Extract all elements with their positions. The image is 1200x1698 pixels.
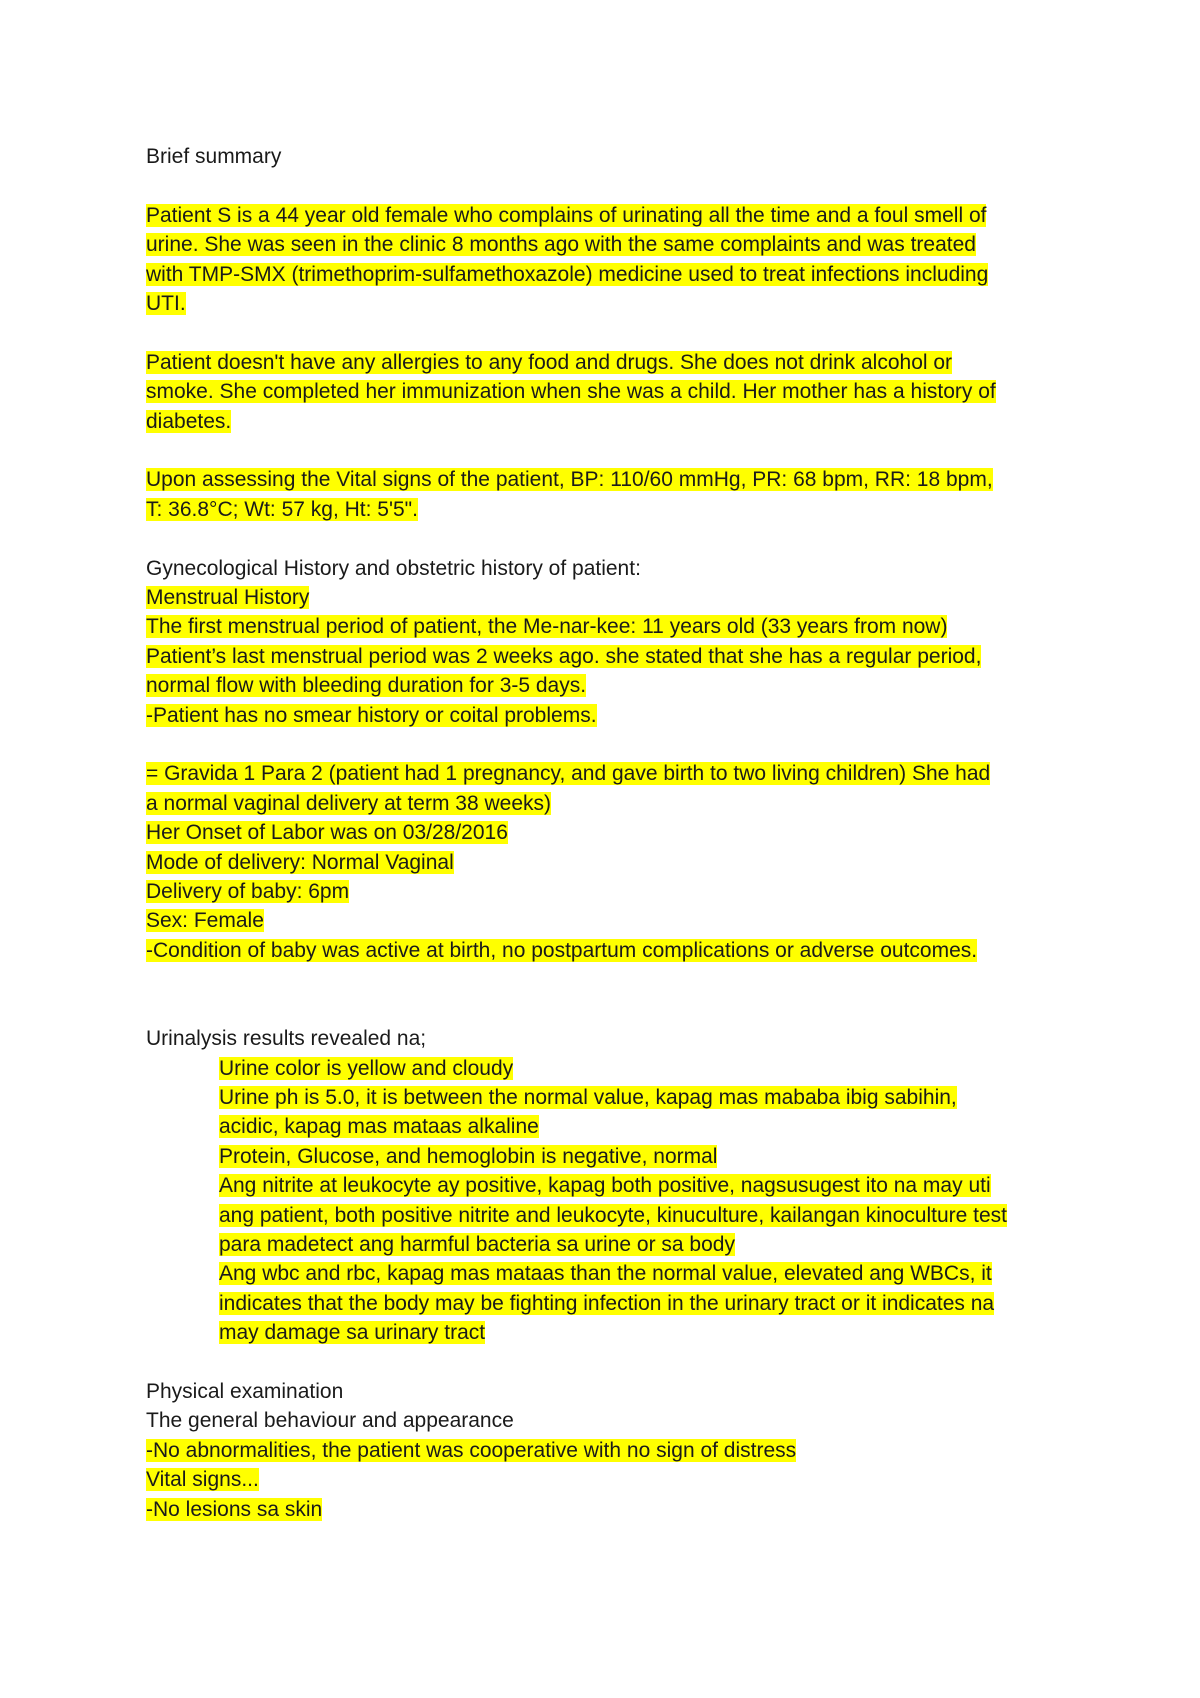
summary-paragraph xyxy=(146,201,1066,319)
obstetric-line: = Gravida 1 Para 2 (patient had 1 pregnancy, and gave birth to two living children) She had xyxy=(146,762,991,786)
urinalysis-results xyxy=(146,1054,1066,1348)
urinalysis-heading: Urinalysis results revealed na; xyxy=(146,1027,427,1051)
physical-exam-line: -No abnormalities, the patient was cooperative with no sign of distress xyxy=(146,1438,797,1462)
obstetric-line: Her Onset of Labor was on 03/28/2016 xyxy=(146,821,508,845)
vitals-line: T: 36.8°C; Wt: 57 kg, Ht: 5'5". xyxy=(146,497,418,521)
blank-line xyxy=(146,171,1066,200)
blank-line xyxy=(146,436,1066,465)
physical-exam-heading: Physical examination xyxy=(146,1379,344,1403)
physical-exam-line: Vital signs... xyxy=(146,1468,259,1492)
vitals-line: Upon assessing the Vital signs of the patient, BP: 110/60 mmHg, PR: 68 bpm, RR: 18 bpm, xyxy=(146,468,993,492)
urinalysis-line: indicates that the body may be fighting infection in the urinary tract or it indicates na xyxy=(219,1291,995,1315)
urinalysis-line: Urine color is yellow and cloudy xyxy=(219,1056,514,1080)
menstrual-line: The first menstrual period of patient, the Me-nar-kee: 11 years old (33 years from now) xyxy=(146,615,948,639)
obstetric-line: Delivery of baby: 6pm xyxy=(146,880,350,904)
gynecological-heading: Gynecological History and obstetric history of patient: xyxy=(146,556,641,580)
summary-line: with TMP-SMX (trimethoprim-sulfamethoxazole) medicine used to treat infections including xyxy=(146,262,989,286)
obstetric-line: -Condition of baby was active at birth, no postpartum complications or adverse outcomes. xyxy=(146,938,978,962)
obstetric-line: a normal vaginal delivery at term 38 weeks) xyxy=(146,791,552,815)
brief-summary-heading: Brief summary xyxy=(146,145,282,168)
history-line: smoke. She completed her immunization when she was a child. Her mother has a history of xyxy=(146,380,996,404)
obstetric-history xyxy=(146,759,1066,965)
urinalysis-line: Ang wbc and rbc, kapag mas mataas than the normal value, elevated ang WBCs, it xyxy=(219,1262,992,1286)
urinalysis-line: Ang nitrite at leukocyte ay positive, kapag both positive, nagsusugest ito na may uti xyxy=(219,1174,991,1198)
obstetric-line: Mode of delivery: Normal Vaginal xyxy=(146,850,454,874)
history-line: Patient doesn't have any allergies to any food and drugs. She does not drink alcohol or xyxy=(146,350,953,374)
physical-exam-subheading: The general behaviour and appearance xyxy=(146,1409,514,1433)
summary-line: UTI. xyxy=(146,292,186,316)
document-body xyxy=(146,142,1066,1524)
physical-exam-line: -No lesions sa skin xyxy=(146,1497,323,1521)
blank-line xyxy=(146,1348,1066,1377)
history-paragraph xyxy=(146,348,1066,436)
urinalysis-line: acidic, kapag mas mataas alkaline xyxy=(219,1115,539,1139)
menstrual-line: normal flow with bleeding duration for 3-5 days. xyxy=(146,674,587,698)
blank-line xyxy=(146,965,1066,1024)
menstrual-line: Patient’s last menstrual period was 2 weeks ago. she stated that she has a regular period, xyxy=(146,644,982,668)
summary-line: Patient S is a 44 year old female who complains of urinating all the time and a foul smell of xyxy=(146,203,987,227)
history-line: diabetes. xyxy=(146,409,232,433)
physical-exam-findings xyxy=(146,1436,1066,1524)
blank-line xyxy=(146,524,1066,553)
obstetric-line: Sex: Female xyxy=(146,909,264,933)
vitals-paragraph xyxy=(146,465,1066,524)
menstrual-history xyxy=(146,583,1066,730)
summary-line: urine. She was seen in the clinic 8 months ago with the same complaints and was treated xyxy=(146,233,976,257)
menstrual-line: -Patient has no smear history or coital problems. xyxy=(146,703,597,727)
urinalysis-line: Urine ph is 5.0, it is between the normal value, kapag mas mababa ibig sabihin, xyxy=(219,1085,957,1109)
urinalysis-line: ang patient, both positive nitrite and leukocyte, kinuculture, kailangan kinoculture test xyxy=(219,1203,1007,1227)
urinalysis-line: para madetect ang harmful bacteria sa urine or sa body xyxy=(219,1232,735,1256)
blank-line xyxy=(146,730,1066,759)
urinalysis-line: may damage sa urinary tract xyxy=(219,1321,486,1345)
urinalysis-line: Protein, Glucose, and hemoglobin is negative, normal xyxy=(219,1144,718,1168)
blank-line xyxy=(146,318,1066,347)
menstrual-line: Menstrual History xyxy=(146,586,310,610)
